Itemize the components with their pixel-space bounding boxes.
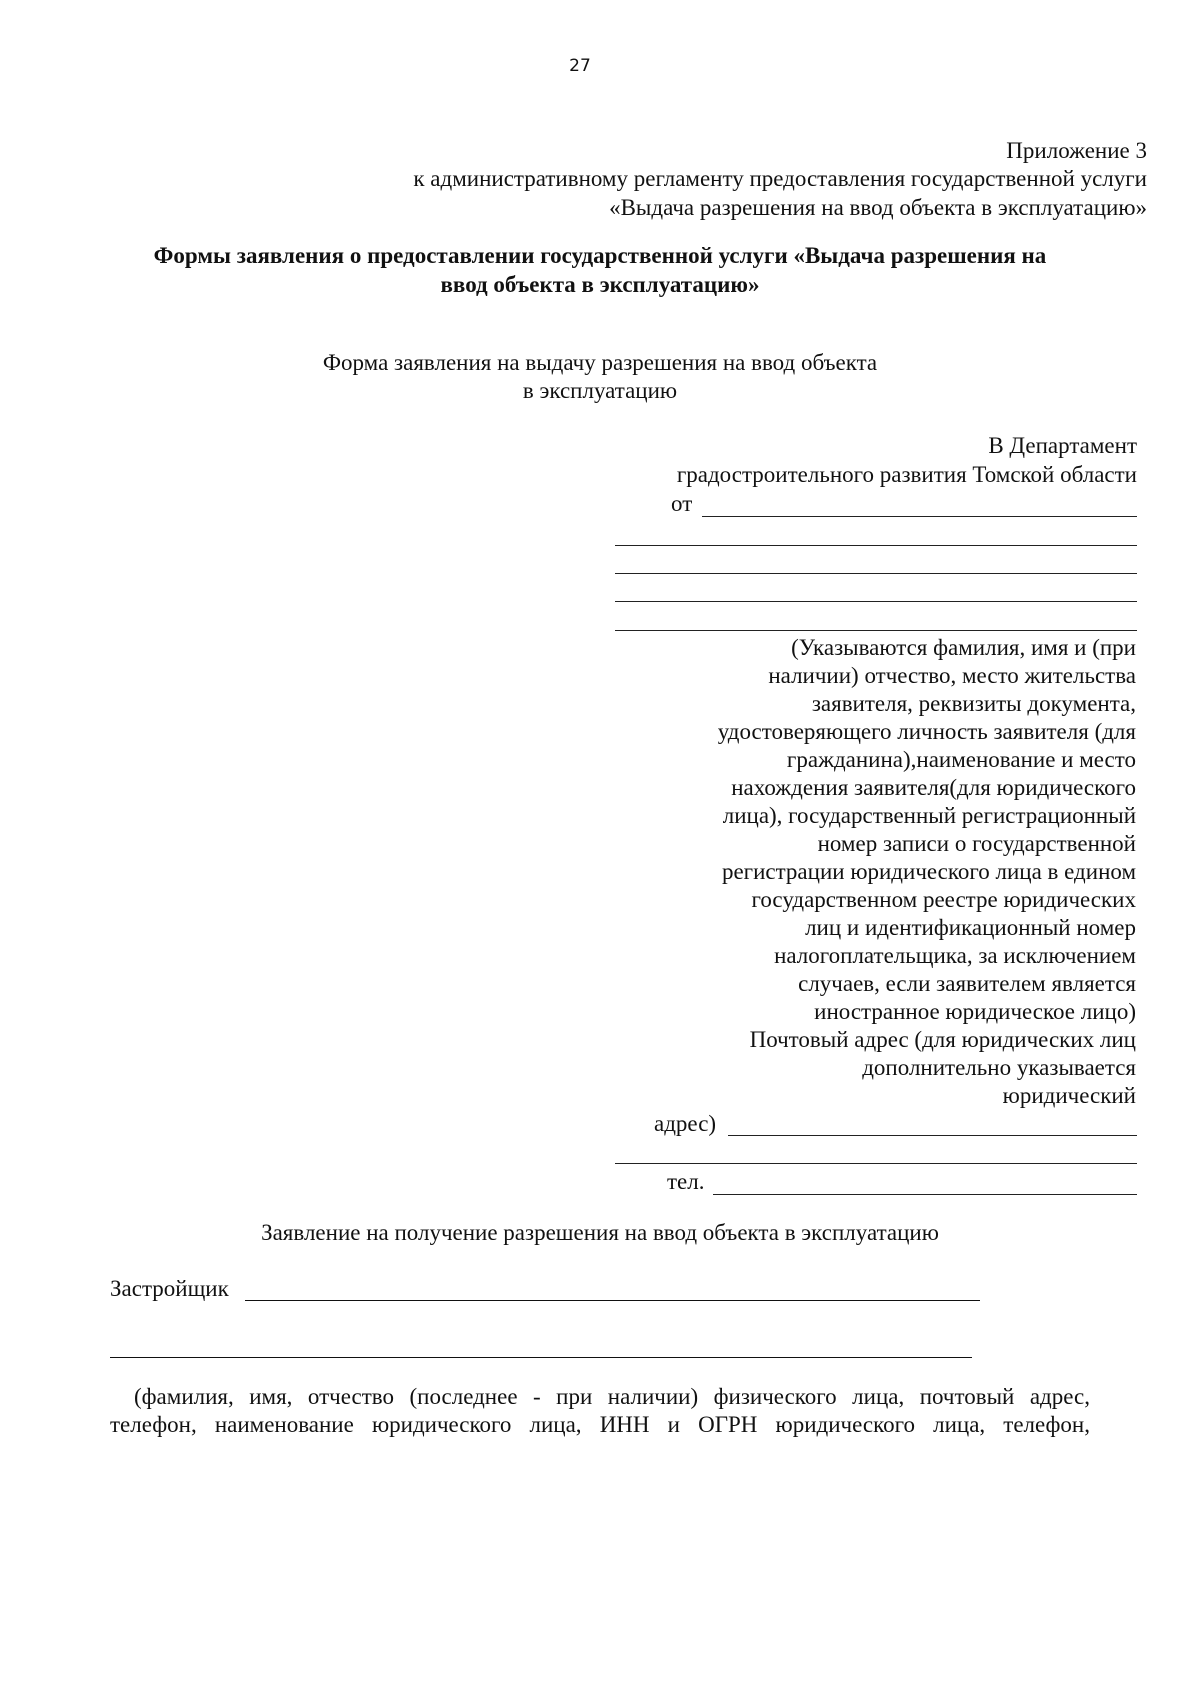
applicant-note-line: гражданина),наименование и место bbox=[786, 747, 1136, 772]
applicant-note-line: лиц и идентификационный номер bbox=[805, 915, 1136, 940]
form-title-line2: в эксплуатацию bbox=[522, 378, 678, 403]
addressee-line2: градостроительного развития Томской области bbox=[676, 462, 1137, 487]
applicant-line-4[interactable] bbox=[615, 630, 1137, 631]
applicant-note-line: удостоверяющего личность заявителя (для bbox=[717, 719, 1136, 744]
applicant-note-line: наличии) отчество, место жительства bbox=[768, 663, 1136, 688]
applicant-note-line: Почтовый адрес (для юридических лиц bbox=[749, 1027, 1136, 1052]
applicant-note-line: налогоплательщика, за исключением bbox=[774, 943, 1136, 968]
address-label: адрес) bbox=[654, 1111, 717, 1136]
appendix-service-name: «Выдача разрешения на ввод объекта в эксплуатацию» bbox=[609, 195, 1147, 220]
addressee-line1: В Департамент bbox=[988, 433, 1137, 458]
phone-field[interactable] bbox=[713, 1194, 1137, 1195]
applicant-note-line: случаев, если заявителем является bbox=[798, 971, 1136, 996]
applicant-line-1[interactable] bbox=[615, 545, 1137, 546]
applicant-note-line: номер записи о государственной bbox=[817, 831, 1136, 856]
bottom-note-line1: (фамилия, имя, отчество (последнее - при наличии) физического лица, почтовый адрес, bbox=[134, 1384, 1090, 1409]
bottom-note-line2: телефон, наименование юридического лица, ИНН и ОГРН юридического лица, телефон, bbox=[110, 1412, 1090, 1437]
applicant-note-line: нахождения заявителя(для юридического bbox=[731, 775, 1136, 800]
address-field[interactable] bbox=[728, 1135, 1137, 1136]
developer-label: Застройщик bbox=[110, 1276, 229, 1301]
applicant-line-3[interactable] bbox=[615, 601, 1137, 602]
main-title-line2: ввод объекта в эксплуатацию» bbox=[440, 272, 760, 297]
address-field-extra[interactable] bbox=[615, 1163, 1137, 1164]
form-title-line1: Форма заявления на выдачу разрешения на ввод объекта bbox=[322, 350, 878, 375]
developer-field-extra[interactable] bbox=[110, 1357, 972, 1358]
appendix-number: Приложение 3 bbox=[1006, 138, 1147, 163]
applicant-note-line: государственном реестре юридических bbox=[751, 887, 1136, 912]
applicant-note-line: дополнительно указывается bbox=[862, 1055, 1136, 1080]
applicant-note-line: заявителя, реквизиты документа, bbox=[811, 691, 1136, 716]
phone-label: тел. bbox=[667, 1169, 705, 1194]
application-title: Заявление на получение разрешения на ввод объекта в эксплуатацию bbox=[261, 1220, 939, 1245]
from-label: от bbox=[671, 491, 693, 516]
applicant-note-line: регистрации юридического лица в едином bbox=[721, 859, 1136, 884]
main-title-line1: Формы заявления о предоставлении государственной услуги «Выдача разрешения на bbox=[153, 243, 1047, 268]
developer-field[interactable] bbox=[245, 1300, 980, 1301]
from-field[interactable] bbox=[702, 516, 1137, 517]
applicant-note-line: юридический bbox=[1002, 1083, 1136, 1108]
page-number: 27 bbox=[569, 56, 591, 76]
applicant-line-2[interactable] bbox=[615, 573, 1137, 574]
applicant-note-line: (Указываются фамилия, имя и (при bbox=[791, 635, 1136, 660]
applicant-note-line: иностранное юридическое лицо) bbox=[814, 999, 1136, 1024]
applicant-note-line: лица), государственный регистрационный bbox=[722, 803, 1136, 828]
appendix-reference: к административному регламенту предоставления государственной услуги bbox=[413, 166, 1147, 191]
